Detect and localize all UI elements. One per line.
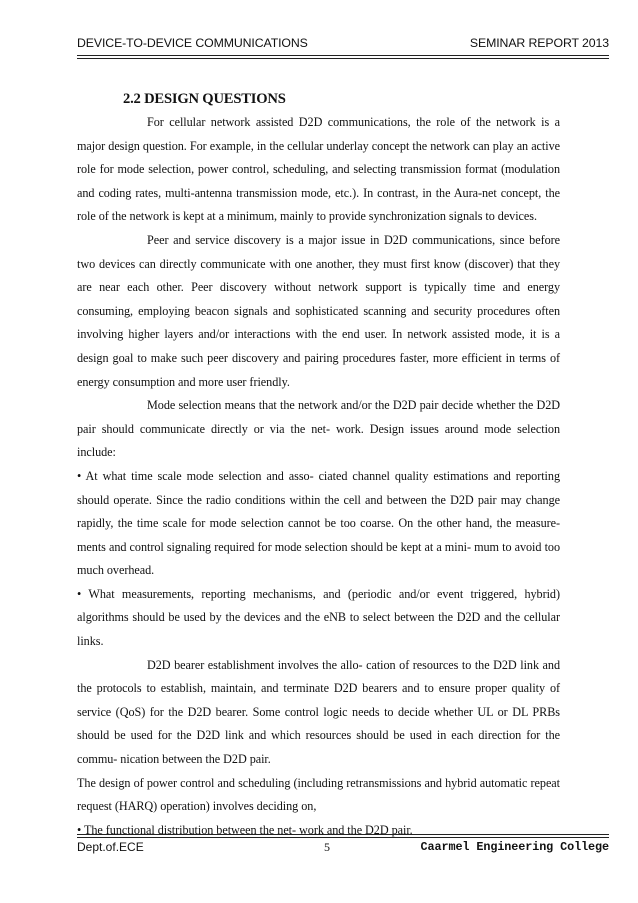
header-divider [77, 55, 609, 56]
paragraph-network-role: For cellular network assisted D2D communications, the role of the network is a major design question. For example, in the cellular underlay concept the network can play an active role for mode selection, power control, scheduling, and selecting transmission format (modulation and coding rates, multi-antenna transmission mode, etc.). In contrast, in the Aura-net concept, the role of the network is kept at a minimum, mainly to provide synchronization signals to devices. [77, 115, 560, 224]
section-body [77, 111, 560, 842]
paragraph-peer-discovery: Peer and service discovery is a major issue in D2D communications, since before two devices can directly communicate with one another, they must first know (discover) that they are near each other. Peer discovery without network support is typically time and energy consuming, employing beacon signals and sophisticated scanning and security procedures often involving higher layers and/or interactions with the end user. In network assisted mode, it is a design goal to make such peer discovery and pairing procedures faster, more efficient in terms of energy consumption and more user friendly. [77, 232, 560, 389]
footer-department: Dept.of.ECE [77, 840, 144, 854]
footer-divider [77, 834, 609, 835]
header-report: SEMINAR REPORT 2013 [469, 36, 609, 50]
paragraph-power-control: The design of power control and scheduling (including retransmissions and hybrid automatic repeat request (HARQ) operation) involves deciding on, [77, 775, 560, 814]
paragraph-mode-selection: Mode selection means that the network and/or the D2D pair decide whether the D2D pair should communicate directly or via the net- work. Design issues around mode selection include: [77, 398, 560, 460]
page-footer [77, 840, 609, 858]
page-number: 5 [324, 840, 330, 854]
section-title: 2.2 DESIGN QUESTIONS [123, 91, 286, 107]
footer-divider-secondary [77, 837, 609, 838]
bullet-time-scale: • At what time scale mode selection and asso- ciated channel quality estimations and reporting should operate. Since the radio conditions within the cell and between the D2D pair may change rapidly, the time scale for mode selection cannot be too coarse. On the other hand, the measure- ments and control signaling required for mode selection should be kept at a mini- mum to avoid too much overhead. [77, 468, 560, 578]
header-title: DEVICE-TO-DEVICE COMMUNICATIONS [77, 36, 308, 50]
footer-college: Caarmel Engineering College [420, 840, 609, 854]
bullet-functional-distribution: • The functional distribution between the net- work and the D2D pair. [77, 822, 413, 837]
page-header [77, 36, 609, 50]
bullet-measurements: • What measurements, reporting mechanisms, and (periodic and/or event triggered, hybrid) algorithms should be used by the devices and the eNB to select between the D2D and the cellular links. [77, 586, 560, 649]
header-divider-secondary [77, 58, 609, 59]
paragraph-bearer-establishment: D2D bearer establishment involves the allo- cation of resources to the D2D link and the protocols to establish, maintain, and terminate D2D bearers and to ensure proper quality of service (QoS) for the D2D bearer. Some control logic needs to decide whether UL or DL PRBs should be used for the D2D link and which resources should be used in each direction for the commu- nication between the D2D pair. [77, 657, 560, 767]
